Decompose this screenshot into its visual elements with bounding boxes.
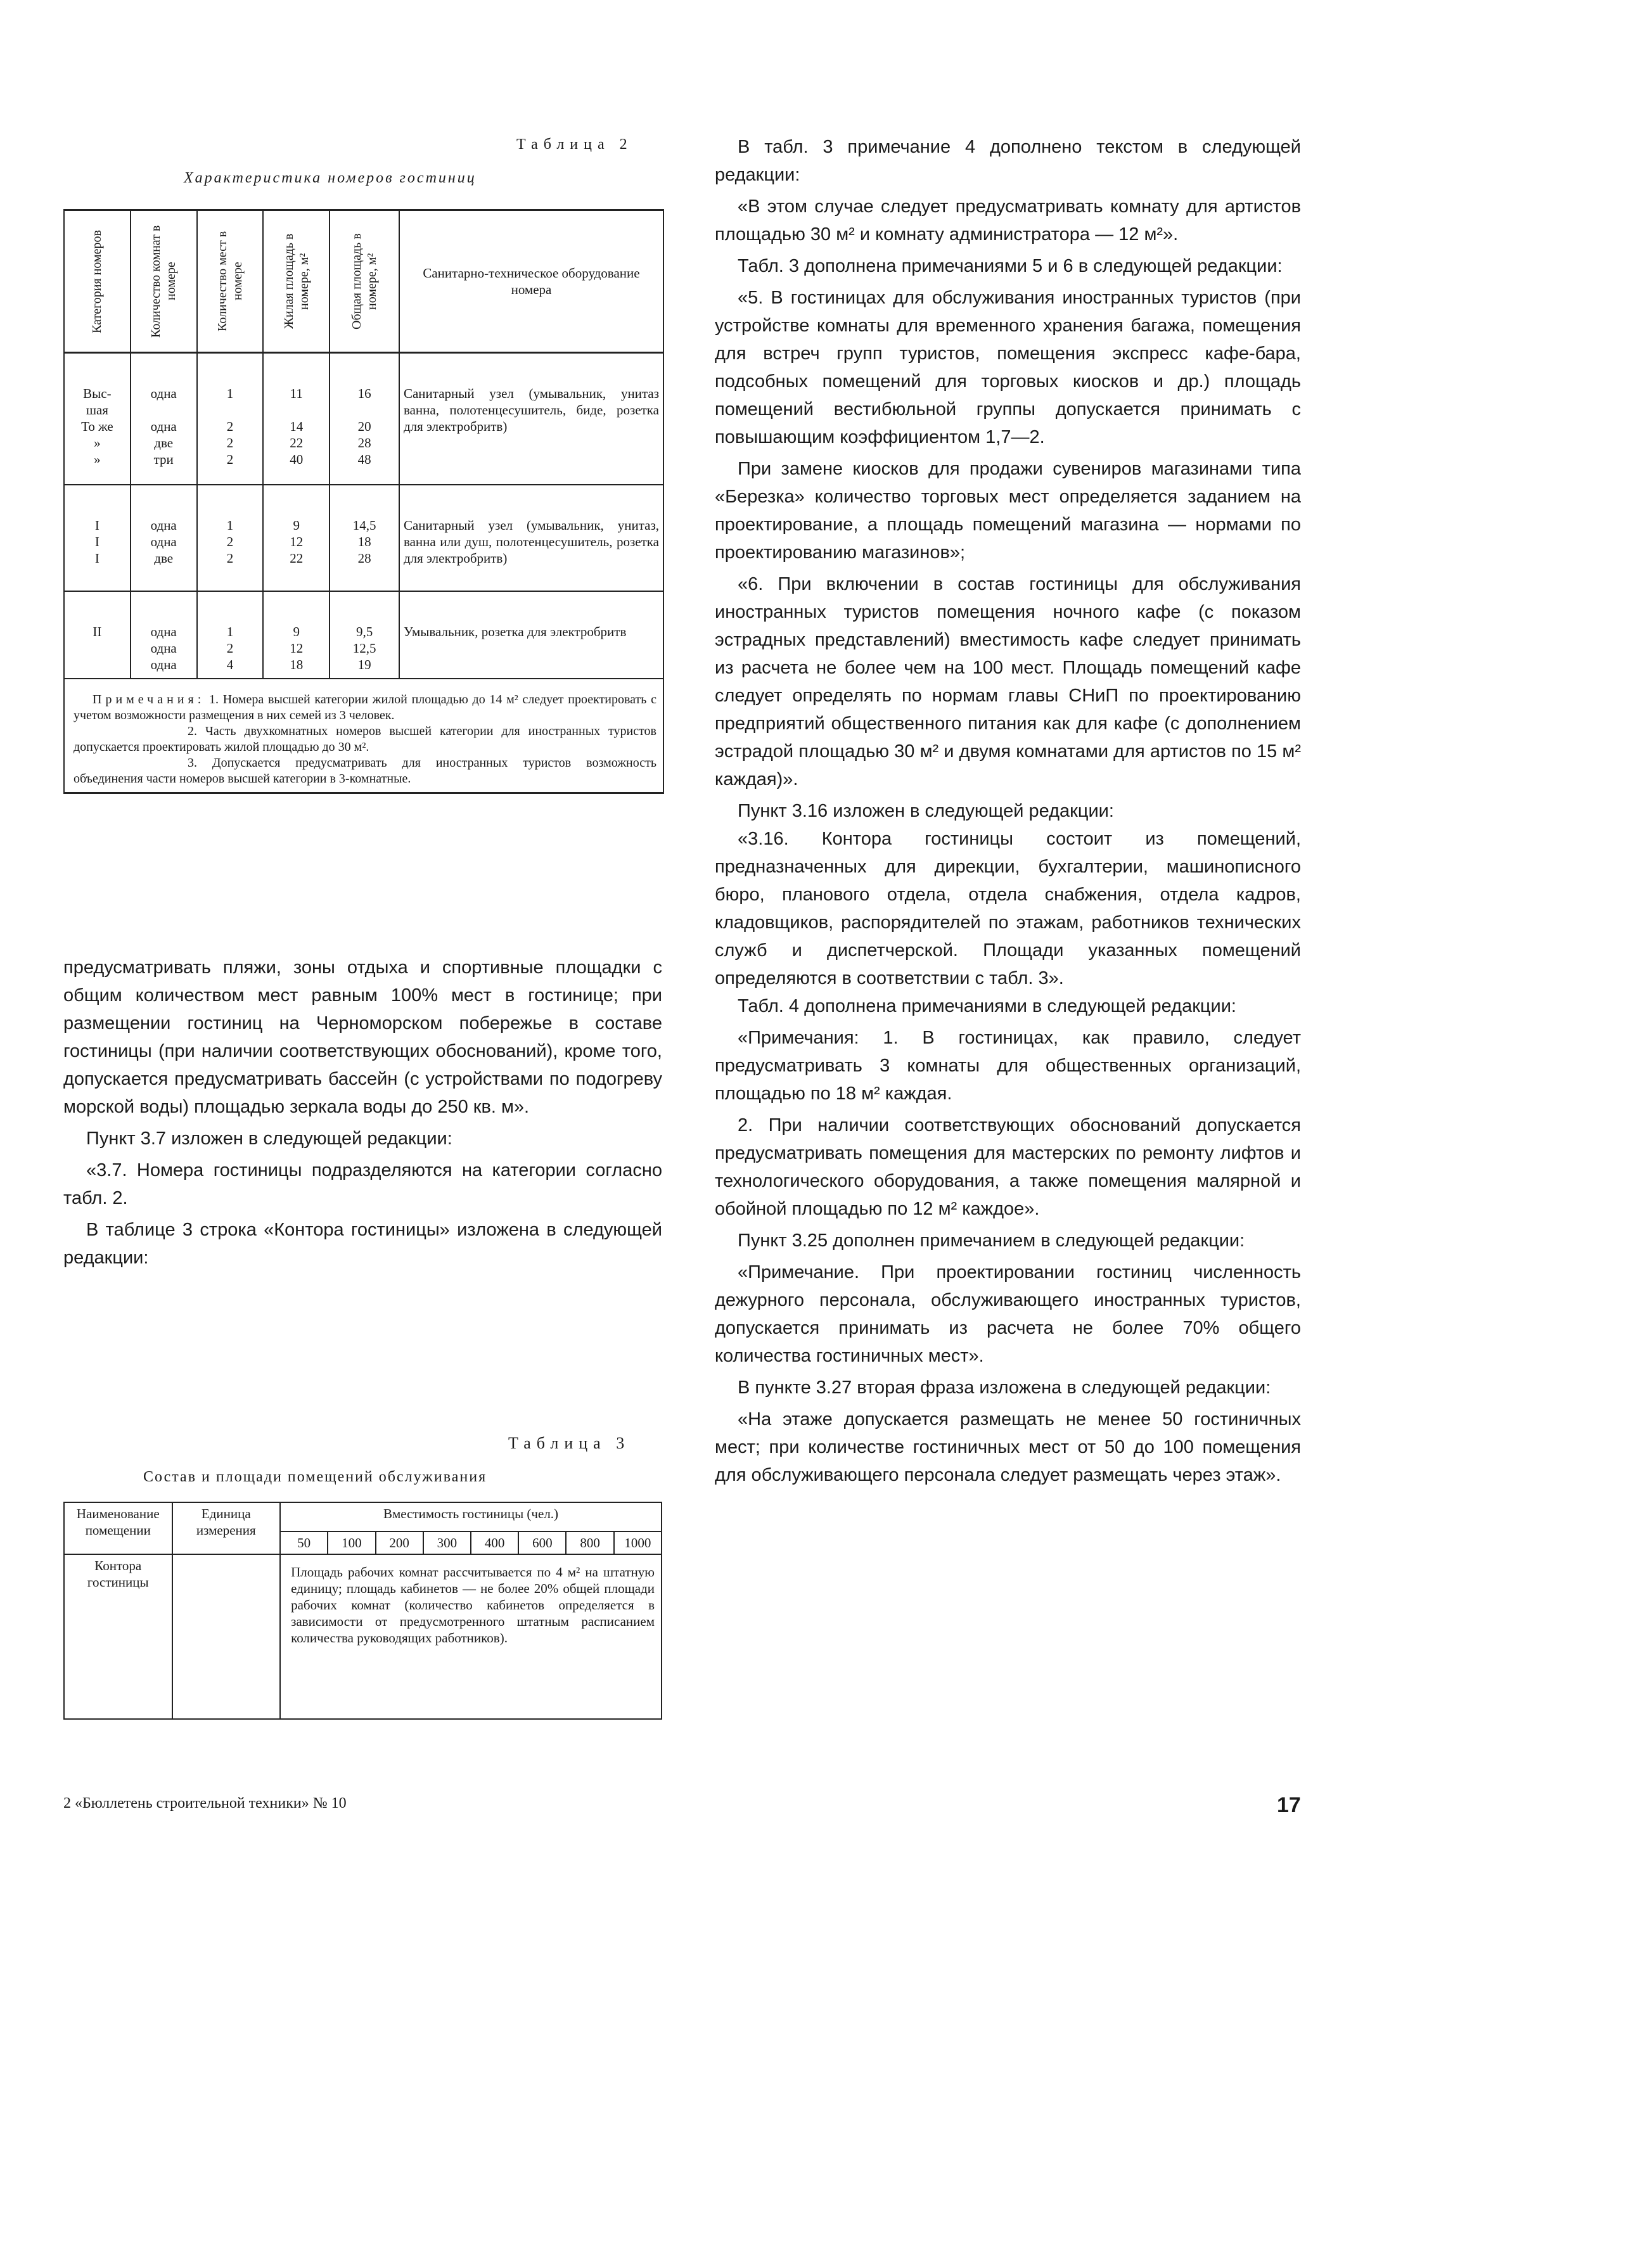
table2-rooms-cell: одна одна две (131, 485, 197, 591)
table3-row-unit (172, 1554, 281, 1719)
table3-capacity-cell: 400 (471, 1531, 518, 1554)
table2-row-group-first (64, 485, 663, 591)
table2-header-row (64, 210, 663, 353)
table2-places-cell: 1 2 4 (197, 591, 264, 679)
table2-header-cell: Количество комнат в номере (131, 210, 197, 353)
table2-total-area-cell: 9,5 12,5 19 (330, 591, 399, 679)
table2-notes (64, 679, 663, 793)
table2-equipment-cell: Санитарный узел (умывальник, унитаз, ванна или душ, полотенцесушитель, розетка для электробритв) (399, 485, 663, 591)
paragraph: «3.16. Контора гостиницы состоит из помещений, предназначенных для дирекции, бухгалтерии, машинописного бюро, планового отдела, отдела снабжения, отдела кадров, кладовщиков, распорядителей по этажам, работников технических служб и диспетчерской. Площади указанных помещений определяются в соответствии с табл. 3». (715, 829, 1301, 988)
table3-header-unit: Единица измерения (172, 1502, 281, 1554)
table2-living-area-cell: 9 12 18 (263, 591, 330, 679)
table2-note-2: 2. Часть двухкомнатных номеров высшей категории для иностранных туристов допускается проектировать жилой площадью до 30 м². (74, 724, 656, 754)
table3-capacity-cell: 200 (376, 1531, 423, 1554)
table3-capacity-cell: 300 (423, 1531, 471, 1554)
paragraph: «Примечание. При проектировании гостиниц численность дежурного персонала, обслуживающего иностранных туристов, допускается принимать из расчета не более 70% общего количества гостиничных мест». (715, 1262, 1301, 1366)
table2-total-area-cell: 16 20 28 48 (330, 353, 399, 485)
table3-header-row (64, 1502, 662, 1531)
paragraph: 2. При наличии соответствующих обоснований допускается предусматривать помещения для мастерских по ремонту лифтов и технологического оборудования, а также помещения малярной и обойной площадью по 12 м² каждое». (715, 1115, 1301, 1219)
paragraph: «В этом случае следует предусматривать комнату для артистов площадью 30 м² и комнату администратора — 12 м²». (715, 196, 1301, 245)
paragraph: В таблице 3 строка «Контора гостиницы» изложена в следующей редакции: (63, 1220, 662, 1268)
table2-note-3: 3. Допускается предусматривать для иностранных туристов возможность объединения части номеров высшей категории в 3-комнатные. (74, 756, 656, 786)
table2-living-area-cell: 11 14 22 40 (263, 353, 330, 485)
paragraph: «3.7. Номера гостиницы подразделяются на категории согласно табл. 2. (63, 1160, 662, 1208)
page-number: 17 (1277, 1793, 1301, 1817)
table2-living-area-cell: 9 12 22 (263, 485, 330, 591)
paragraph: «На этаже допускается размещать не менее 50 гостиничных мест; при количестве гостиничных мест от 50 до 100 помещения для обслуживающего персонала следует размещать через этаж». (715, 1409, 1301, 1485)
paragraph: Табл. 4 дополнена примечаниями в следующей редакции: (738, 996, 1236, 1016)
table2-notes-row (64, 679, 663, 793)
table2-row-group-high (64, 353, 663, 485)
table2-header-cell: Общая площадь в номере, м² (330, 210, 399, 353)
table3-header-capacity: Вместимость гостиницы (чел.) (280, 1502, 662, 1531)
table2-places-cell: 1 2 2 2 (197, 353, 264, 485)
paragraph: Пункт 3.7 изложен в следующей редакции: (86, 1128, 452, 1149)
table2-places-cell: 1 2 2 (197, 485, 264, 591)
table2-header-cell: Количество мест в номере (197, 210, 264, 353)
paragraph: При замене киосков для продажи сувениров магазинами типа «Березка» количество торговых мест определяется заданием на проектирование, а площадь помещений магазина — нормами по проектированию магазинов»; (715, 459, 1301, 563)
table3-capacity-cell: 600 (518, 1531, 566, 1554)
table2-header-cell: Жилая площадь в номере, м² (263, 210, 330, 353)
paragraph: Пункт 3.16 изложен в следующей редакции: (738, 801, 1114, 821)
table2-note-1: 1. Номера высшей категории жилой площадью до 14 м² следует проектировать с учетом возможности размещения в них семей из 3 человек. (74, 693, 656, 722)
table3-header-name: Наименование помещении (64, 1502, 172, 1554)
table2-equipment-cell: Умывальник, розетка для электробритв (399, 591, 663, 679)
paragraph: предусматривать пляжи, зоны отдыха и спортивные площадки с общим количеством мест равным 100% мест в гостинице; при размещении гостиниц на Черноморском побережье в составе гостиницы (при наличии соответствующих обоснований), кроме того, допускается предусматривать бассейн (с устройствами по подогреву морской воды) площадью зеркала воды до 250 кв. м». (63, 957, 662, 1117)
table2-header-cell: Категория номеров (64, 210, 131, 353)
table3-title: Состав и площади помещений обслуживания (143, 1469, 487, 1485)
table2-category-cell: Выс- шая То же » » (64, 353, 131, 485)
paragraph: Табл. 3 дополнена примечаниями 5 и 6 в следующей редакции: (738, 256, 1283, 276)
table3 (63, 1502, 662, 1720)
table2-header-cell: Санитарно-техническое оборудование номера (399, 210, 663, 353)
table2-category-cell: I I I (64, 485, 131, 591)
table2-equipment-cell: Санитарный узел (умывальник, унитаз ванна, полотенцесушитель, биде, розетка для электробритв) (399, 353, 663, 485)
table2-title: Характеристика номеров гостиниц (184, 170, 477, 186)
table3-capacity-cell: 800 (566, 1531, 613, 1554)
table3-capacity-cell: 100 (328, 1531, 375, 1554)
table2-rooms-cell: одна одна две три (131, 353, 197, 485)
paragraph: Пункт 3.25 дополнен примечанием в следующей редакции: (738, 1230, 1245, 1251)
table3-caption: Таблица 3 (508, 1434, 631, 1452)
table3-capacity-cell: 1000 (614, 1531, 662, 1554)
table2-total-area-cell: 14,5 18 28 (330, 485, 399, 591)
table2 (63, 209, 664, 794)
table2-row-group-second (64, 591, 663, 679)
left-column-text (63, 954, 662, 1272)
table3-capacity-cell: 50 (280, 1531, 328, 1554)
footer-source: 2 «Бюллетень строительной техники» № 10 (63, 1795, 347, 1812)
table3-row-name: Контора гостиницы (64, 1554, 172, 1719)
table2-notes-label: Примечания: (93, 693, 205, 706)
paragraph: В пункте 3.27 вторая фраза изложена в следующей редакции: (738, 1377, 1271, 1398)
table2-rooms-cell: одна одна одна (131, 591, 197, 679)
right-column-text (715, 133, 1301, 1489)
table2-caption: Таблица 2 (516, 136, 633, 153)
table3-row-text: Площадь рабочих комнат рассчитывается по 4 м² на штатную единицу; площадь кабинетов — не более 20% общей площади рабочих комнат (количество кабинетов определяется в зависимости от предусмотренного штатным расписанием количества руководящих работников). (280, 1554, 662, 1719)
paragraph: «5. В гостиницах для обслуживания иностранных туристов (при устройстве комнаты для временного хранения багажа, помещения для встреч групп туристов, помещения экспресс кафе-бара, подсобных помещений для торговых киосков и др.) площадь помещений вестибюльной группы допускается принимать с повышающим коэффициентом 1,7—2. (715, 288, 1301, 447)
paragraph: «Примечания: 1. В гостиницах, как правило, следует предусматривать 3 комнаты для общественных организаций, площадью по 18 м² каждая. (715, 1028, 1301, 1104)
table3-row (64, 1554, 662, 1719)
paragraph: В табл. 3 примечание 4 дополнено текстом в следующей редакции: (715, 137, 1301, 185)
paragraph: «6. При включении в состав гостиницы для обслуживания иностранных туристов помещения ночного кафе (с показом эстрадных представлений) вместимость кафе следует принимать из расчета не более чем на 100 мест. Площадь помещений кафе следует определять по нормам главы СНиП по проектированию предприятий общественного питания как для кафе (с дополнением эстрадой площадью 30 м² и двумя комнатами для артистов по 15 м² каждая)». (715, 574, 1301, 789)
table2-category-cell: II (64, 591, 131, 679)
